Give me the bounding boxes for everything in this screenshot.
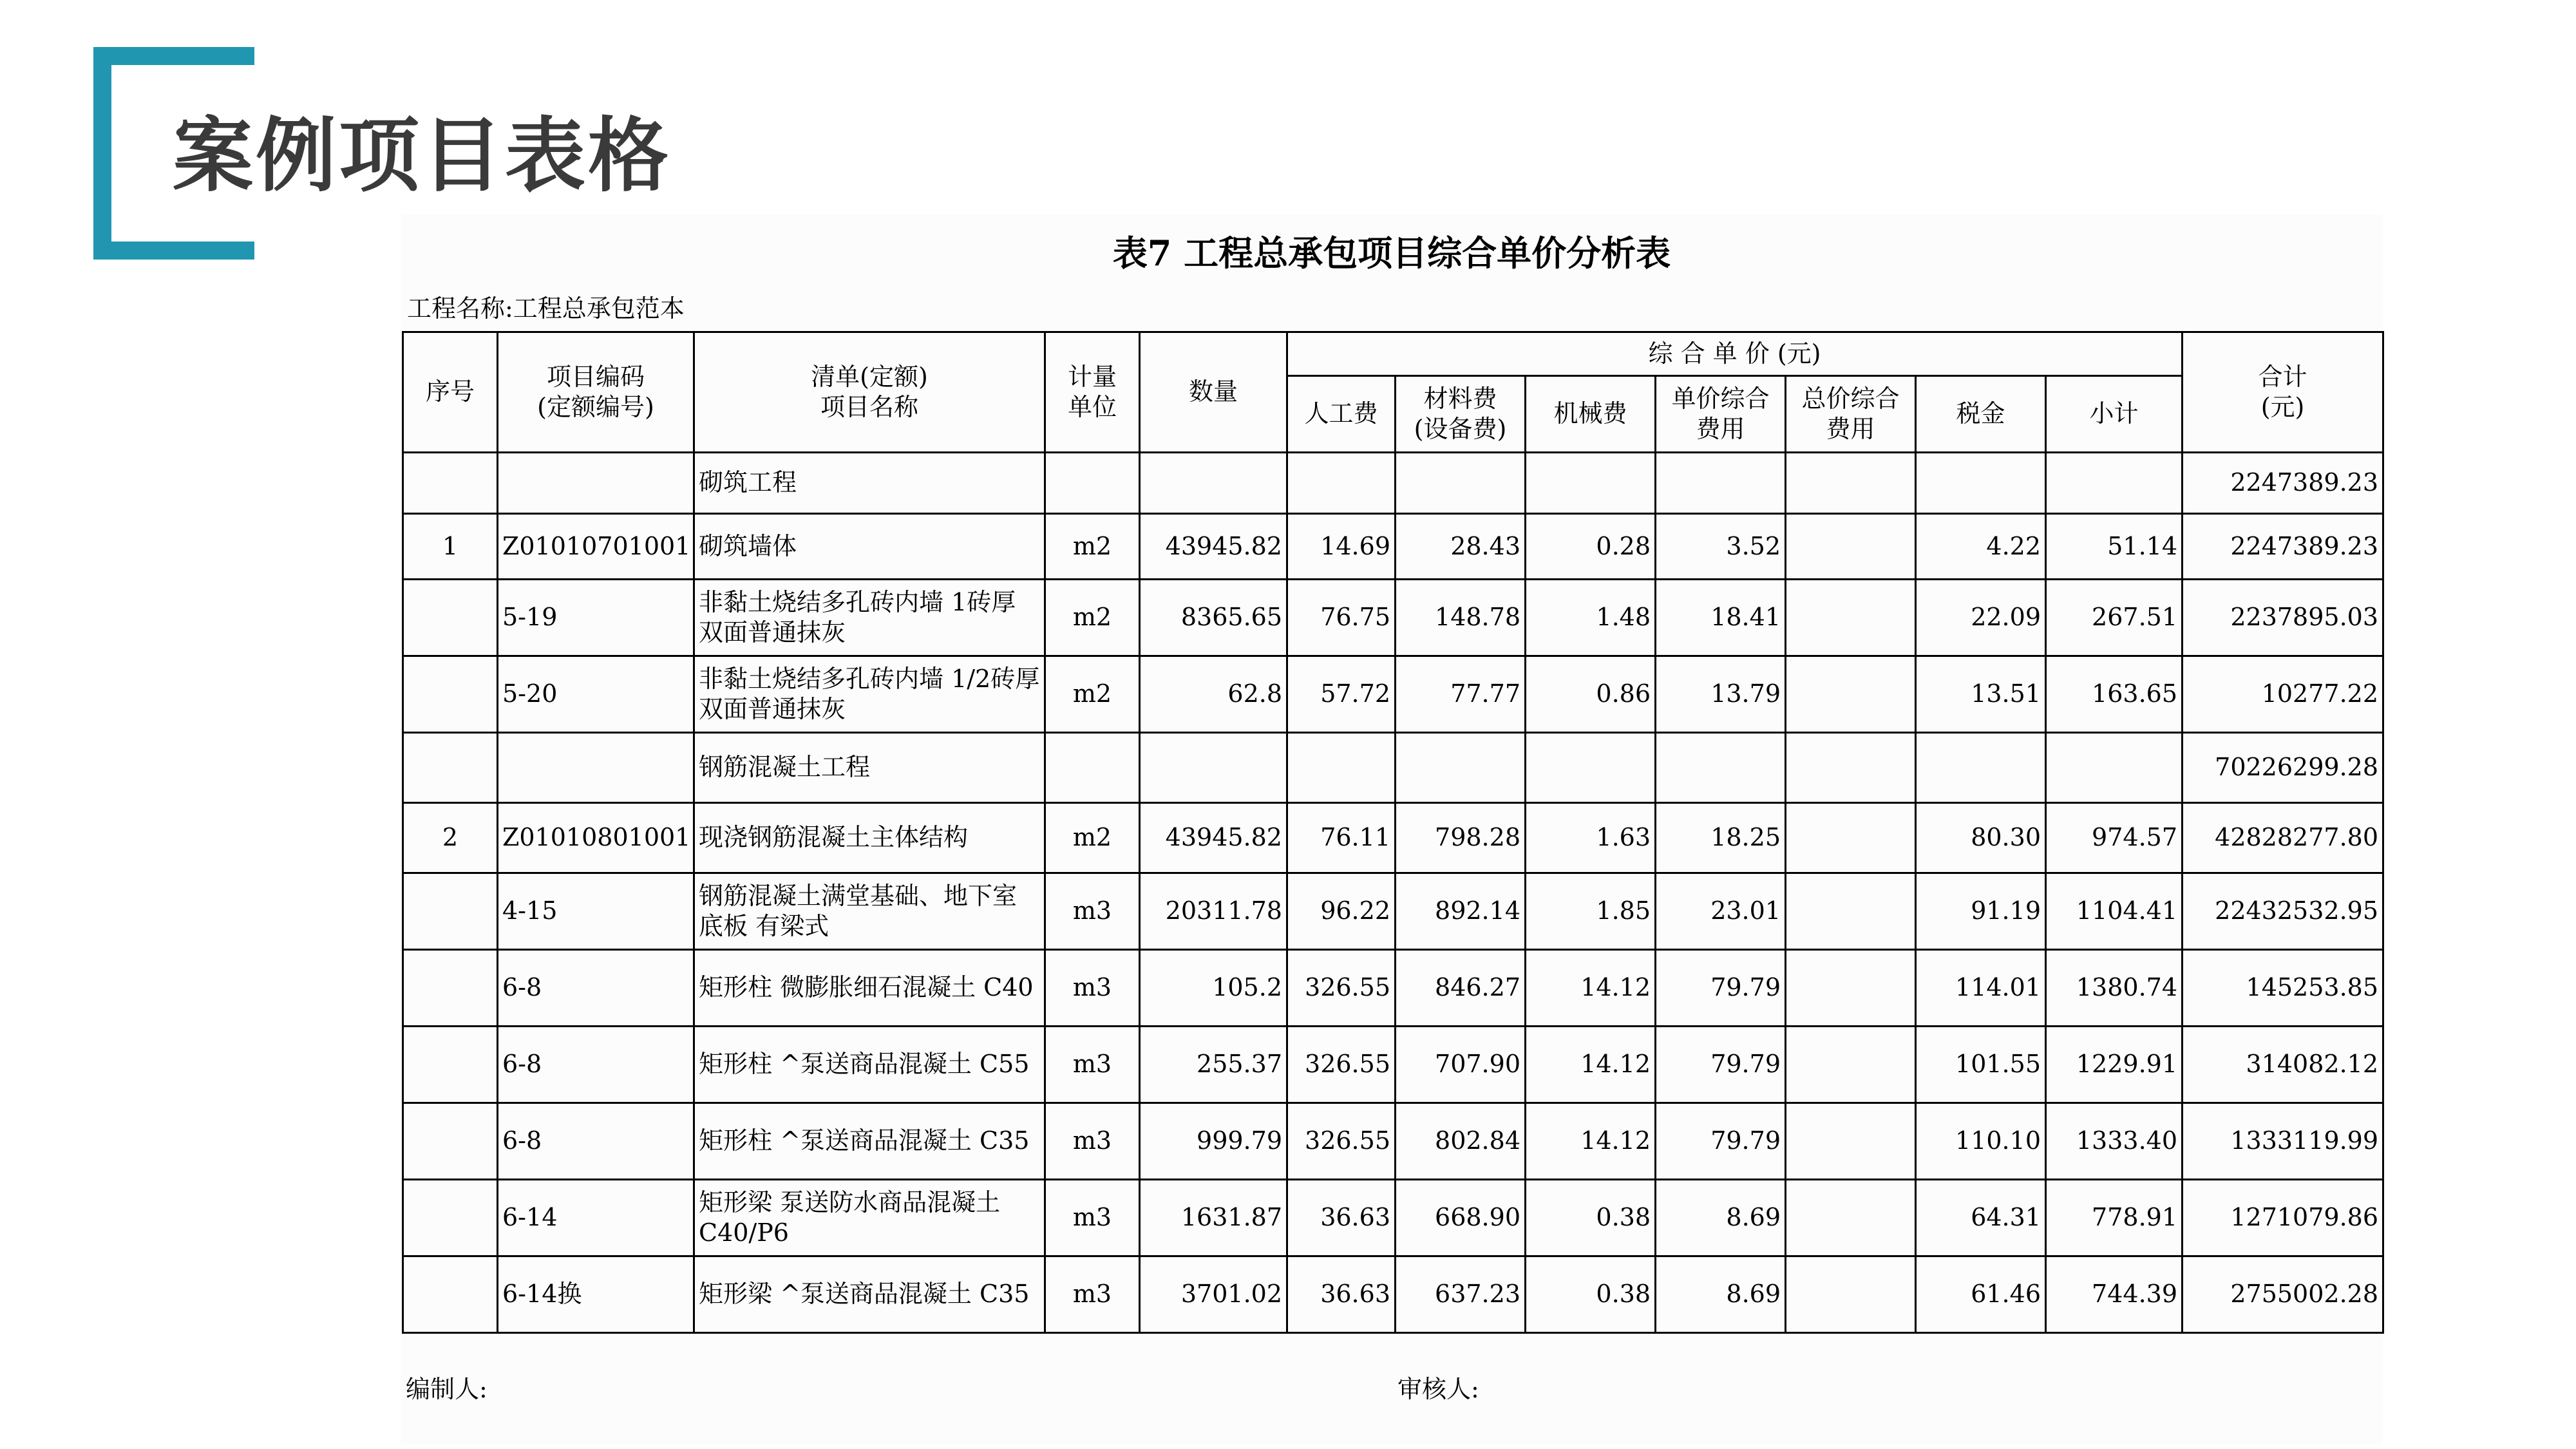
cell-subtotal: 163.65 [2046,656,2183,733]
cell-seq [403,1256,498,1333]
reviewer-label: 审核人: [1397,1375,1479,1403]
cell-machine: 1.85 [1526,873,1656,950]
cell-qty [1140,733,1287,803]
cell-qty: 43945.82 [1140,803,1287,873]
cell-total-comp [1786,656,1916,733]
table-row [403,580,2383,656]
cell-material: 148.78 [1396,580,1526,656]
header-unit-comp: 单价综合 费用 [1656,376,1786,453]
cell-name: 非黏土烧结多孔砖内墙 1砖厚 双面普通抹灰 [694,580,1045,656]
header-total: 合计 (元) [2183,332,2383,453]
cell-tax: 80.30 [1916,803,2046,873]
cell-seq: 2 [403,803,498,873]
cell-total: 42828277.80 [2183,803,2383,873]
cell-seq [403,1180,498,1256]
cell-code: Z01010801001 [498,803,694,873]
header-subtotal: 小计 [2046,376,2183,453]
cell-name: 矩形柱 ^泵送商品混凝土 C55 [694,1027,1045,1103]
cell-total: 2247389.23 [2183,453,2383,514]
table-row [403,803,2383,873]
cell-total: 22432532.95 [2183,873,2383,950]
cell-machine: 0.28 [1526,514,1656,580]
cell-seq [403,950,498,1027]
cell-total-comp [1786,514,1916,580]
cell-name: 钢筋混凝土满堂基础、地下室底板 有梁式 [694,873,1045,950]
cell-unit: m2 [1045,514,1140,580]
cell-code: 6-14 [498,1180,694,1256]
cell-unit: m2 [1045,656,1140,733]
cell-material: 892.14 [1396,873,1526,950]
cell-tax [1916,453,2046,514]
cell-name: 矩形梁 泵送防水商品混凝土 C40/P6 [694,1180,1045,1256]
cell-seq [403,873,498,950]
cell-qty: 1631.87 [1140,1180,1287,1256]
cell-unit: m2 [1045,580,1140,656]
cell-unit-comp: 18.41 [1656,580,1786,656]
header-machine: 机械费 [1526,376,1656,453]
cell-material: 798.28 [1396,803,1526,873]
table-title: 表7 工程总承包项目综合单价分析表 [1112,232,1671,274]
cell-unit-comp [1656,453,1786,514]
cell-unit-comp: 8.69 [1656,1256,1786,1333]
header-unit-price-group: 综 合 单 价 (元) [1287,332,2183,376]
cell-code: 5-20 [498,656,694,733]
cell-machine: 14.12 [1526,1103,1656,1180]
cell-seq [403,453,498,514]
cell-total-comp [1786,733,1916,803]
cell-seq [403,733,498,803]
cell-material: 637.23 [1396,1256,1526,1333]
cell-unit-comp: 18.25 [1656,803,1786,873]
header-total-comp: 总价综合 费用 [1786,376,1916,453]
cell-seq [403,1027,498,1103]
cell-unit [1045,733,1140,803]
table-row [403,514,2383,580]
cell-machine: 0.38 [1526,1180,1656,1256]
cell-labor: 36.63 [1287,1180,1396,1256]
cell-labor: 76.75 [1287,580,1396,656]
cell-material: 846.27 [1396,950,1526,1027]
header-seq: 序号 [403,332,498,453]
header-labor: 人工费 [1287,376,1396,453]
cell-material [1396,733,1526,803]
cell-total-comp [1786,1103,1916,1180]
cell-qty: 8365.65 [1140,580,1287,656]
cell-tax: 101.55 [1916,1027,2046,1103]
cell-tax: 61.46 [1916,1256,2046,1333]
cell-code: 6-14换 [498,1256,694,1333]
table-row [403,453,2383,514]
header-qty: 数量 [1140,332,1287,453]
cell-subtotal: 1104.41 [2046,873,2183,950]
header-name: 清单(定额) 项目名称 [694,332,1045,453]
cell-code: 5-19 [498,580,694,656]
cell-name: 砌筑工程 [694,453,1045,514]
cell-subtotal: 974.57 [2046,803,2183,873]
cell-labor: 76.11 [1287,803,1396,873]
cell-labor: 57.72 [1287,656,1396,733]
cell-labor: 96.22 [1287,873,1396,950]
header-row-1 [403,332,2383,376]
cell-total: 1271079.86 [2183,1180,2383,1256]
cell-name: 矩形柱 ^泵送商品混凝土 C35 [694,1103,1045,1180]
cell-subtotal: 1333.40 [2046,1103,2183,1180]
cell-subtotal [2046,733,2183,803]
cell-name: 非黏土烧结多孔砖内墙 1/2砖厚 双面普通抹灰 [694,656,1045,733]
cell-total: 2237895.03 [2183,580,2383,656]
header-unit: 计量 单位 [1045,332,1140,453]
cell-material [1396,453,1526,514]
table-row [403,656,2383,733]
cell-unit-comp: 3.52 [1656,514,1786,580]
cell-total-comp [1786,1180,1916,1256]
cell-total-comp [1786,950,1916,1027]
cell-subtotal: 267.51 [2046,580,2183,656]
table-row [403,950,2383,1027]
cell-total: 2755002.28 [2183,1256,2383,1333]
cell-material: 77.77 [1396,656,1526,733]
cell-total: 70226299.28 [2183,733,2383,803]
table-row [403,733,2383,803]
project-name: 工程名称:工程总承包范本 [407,294,685,323]
cell-subtotal [2046,453,2183,514]
cell-total-comp [1786,1027,1916,1103]
cell-machine [1526,733,1656,803]
cell-unit: m3 [1045,1256,1140,1333]
cell-qty: 105.2 [1140,950,1287,1027]
table-row [403,1103,2383,1180]
cell-name: 矩形柱 微膨胀细石混凝土 C40 [694,950,1045,1027]
header-material: 材料费 (设备费) [1396,376,1526,453]
cell-unit: m3 [1045,1180,1140,1256]
cell-unit: m2 [1045,803,1140,873]
cell-unit: m3 [1045,873,1140,950]
cell-labor: 36.63 [1287,1256,1396,1333]
cell-tax: 13.51 [1916,656,2046,733]
cell-name: 现浇钢筋混凝土主体结构 [694,803,1045,873]
cell-subtotal: 744.39 [2046,1256,2183,1333]
cell-qty: 43945.82 [1140,514,1287,580]
cell-total-comp [1786,803,1916,873]
header-code: 项目编码 (定额编号) [498,332,694,453]
cell-total: 1333119.99 [2183,1103,2383,1180]
cell-material: 28.43 [1396,514,1526,580]
cell-name: 砌筑墙体 [694,514,1045,580]
cell-labor: 326.55 [1287,1027,1396,1103]
cell-code: 6-8 [498,950,694,1027]
cell-code: 4-15 [498,873,694,950]
cell-machine [1526,453,1656,514]
cell-total: 145253.85 [2183,950,2383,1027]
compiler-label: 编制人: [406,1375,488,1403]
cell-labor [1287,453,1396,514]
cell-material: 802.84 [1396,1103,1526,1180]
unit-price-analysis-table [402,331,2384,1334]
table-row [403,1180,2383,1256]
cell-subtotal: 1229.91 [2046,1027,2183,1103]
cell-unit-comp [1656,733,1786,803]
header-tax: 税金 [1916,376,2046,453]
cell-tax: 91.19 [1916,873,2046,950]
cell-qty [1140,453,1287,514]
cell-seq [403,656,498,733]
cell-total: 10277.22 [2183,656,2383,733]
cell-tax: 110.10 [1916,1103,2046,1180]
cell-material: 707.90 [1396,1027,1526,1103]
cell-qty: 255.37 [1140,1027,1287,1103]
cell-total-comp [1786,873,1916,950]
cell-material: 668.90 [1396,1180,1526,1256]
cell-machine: 0.38 [1526,1256,1656,1333]
cell-total: 314082.12 [2183,1027,2383,1103]
cell-machine: 1.48 [1526,580,1656,656]
cell-qty: 3701.02 [1140,1256,1287,1333]
cell-seq [403,580,498,656]
cell-unit-comp: 13.79 [1656,656,1786,733]
cell-total-comp [1786,580,1916,656]
cell-unit-comp: 23.01 [1656,873,1786,950]
cell-unit-comp: 8.69 [1656,1180,1786,1256]
cell-unit-comp: 79.79 [1656,1027,1786,1103]
cell-qty: 20311.78 [1140,873,1287,950]
cell-subtotal: 51.14 [2046,514,2183,580]
cell-total: 2247389.23 [2183,514,2383,580]
cell-code [498,453,694,514]
cell-subtotal: 778.91 [2046,1180,2183,1256]
cell-code: 6-8 [498,1103,694,1180]
cell-unit: m3 [1045,950,1140,1027]
cell-unit [1045,453,1140,514]
cell-tax: 22.09 [1916,580,2046,656]
cell-machine: 1.63 [1526,803,1656,873]
cell-total-comp [1786,1256,1916,1333]
cell-code: Z01010701001 [498,514,694,580]
cell-tax: 114.01 [1916,950,2046,1027]
table-row [403,1256,2383,1333]
slide-title: 案例项目表格 [173,109,671,203]
cell-code: 6-8 [498,1027,694,1103]
cell-total-comp [1786,453,1916,514]
cell-tax: 64.31 [1916,1180,2046,1256]
cell-labor [1287,733,1396,803]
cell-unit-comp: 79.79 [1656,950,1786,1027]
cell-tax [1916,733,2046,803]
cell-unit: m3 [1045,1027,1140,1103]
cell-name: 钢筋混凝土工程 [694,733,1045,803]
cell-labor: 326.55 [1287,950,1396,1027]
cell-unit: m3 [1045,1103,1140,1180]
cell-machine: 14.12 [1526,1027,1656,1103]
cell-labor: 326.55 [1287,1103,1396,1180]
cell-qty: 62.8 [1140,656,1287,733]
table-row [403,1027,2383,1103]
cell-tax: 4.22 [1916,514,2046,580]
cell-name: 矩形梁 ^泵送商品混凝土 C35 [694,1256,1045,1333]
cell-code [498,733,694,803]
cell-unit-comp: 79.79 [1656,1103,1786,1180]
cell-seq: 1 [403,514,498,580]
cell-machine: 14.12 [1526,950,1656,1027]
cell-labor: 14.69 [1287,514,1396,580]
cell-machine: 0.86 [1526,656,1656,733]
cell-subtotal: 1380.74 [2046,950,2183,1027]
cell-seq [403,1103,498,1180]
table-row [403,873,2383,950]
cell-qty: 999.79 [1140,1103,1287,1180]
